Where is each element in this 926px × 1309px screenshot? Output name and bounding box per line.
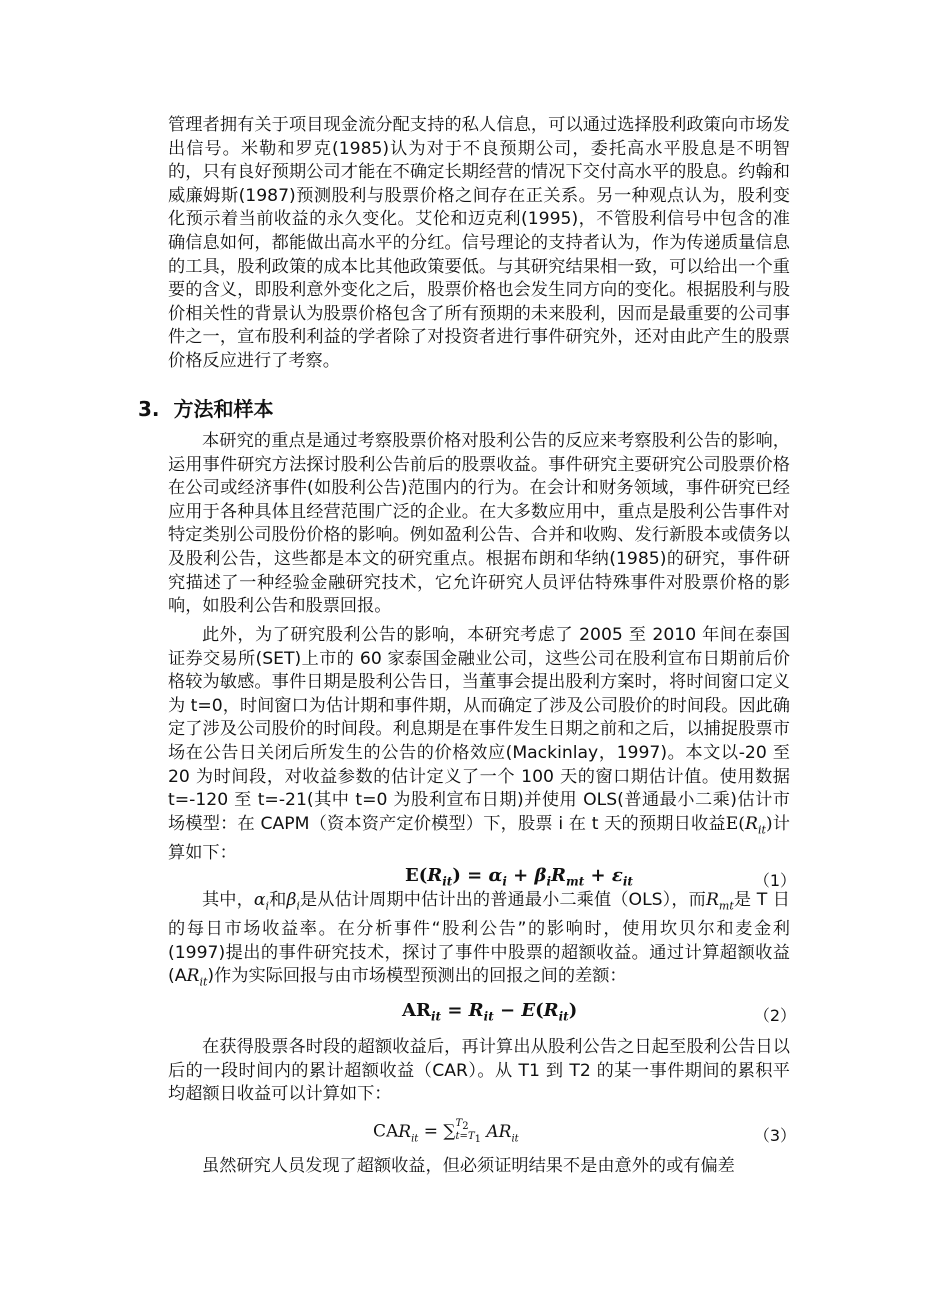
equation-1-number: （1） [753, 871, 796, 890]
paragraph-signaling: 管理者拥有关于项目现金流分配支持的私人信息，可以通过选择股利政策向市场发出信号。米勒和罗克(1985)认为对于不良预期公司，委托高水平股息是不明智的，只有良好预期公司才能在不确定长期经营的情况下交付高水平的股息。约翰和威廉姆斯(1987)预测股利与股票价格之间存在正关系。另一种观点认为，股利变化预示着当前收益的永久变化。艾伦和迈克利(1995)，不管股利信号中包含的准确信息如何，都能做出高水平的分红。信号理论的支持者认为，作为传递质量信息的工具，股利政策的成本比其他政策要低。与其研究结果相一致，可以给出一个重要的含义，即股利意外变化之后，股票价格也会发生同方向的变化。根据股利与股价相关性的背景认为股票价格包含了所有预期的未来股利，因而是最重要的公司事件之一，宣布股利利益的学者除了对投资者进行事件研究外，还对由此产生的股票价格反应进行了考察。 [168, 115, 790, 371]
p4-part-e: )作为实际回报与由市场模型预测出的回报之间的差额： [207, 966, 627, 987]
section-number: 3. [138, 397, 160, 421]
paragraph-sample-text: 此外，为了研究股利公告的影响，本研究考虑了 2005 至 2010 年间在泰国证券交易所(SET)上市的 60 家泰国金融业公司，这些公司在股利宣布日期前后价格较为敏感。事件日期是股利公告日，当董事会提出股利方案时，将时间窗口定义为 t=0，时间窗口为估计期和事件期，从而确定了涉及公司股价的时间段。因此确定了涉及公司股价的时间段。利息期是在事件发生日期之前和之后，以捕捉股票市场在公告日关闭后所发生的公告的价格效应(Mackinlay，1997)。本文以-20 至 20 为时间段，对收益参数的估计定义了一个 100 天的窗口期估计值。使用数据 t=-120 至 t=-21(其中 t=0 为股利宣布日期)并使用 OLS(普通最小二乘)估计市场模型：在 CAPM（资本资产定价模型）下，股票 i 在 t 天的预期日收益 [168, 625, 790, 834]
paragraph-car: 在获得股票各时段的超额收益后，再计算出从股利公告之日起至股利公告日以后的一段时间内的累计超额收益（CAR）。从 T1 到 T2 的某一事件期间的累积平均超额日收益可以计算如下： [168, 1037, 790, 1105]
section-title: 方法和样本 [173, 397, 274, 421]
paragraph-event-study: 本研究的重点是通过考察股票价格对股利公告的反应来考察股利公告的影响，运用事件研究方法探讨股利公告前后的股票收益。事件研究主要研究公司股票价格在公司或经济事件(如股利公告)范围内的行为。在会计和财务领域，事件研究已经应用于各种具体且经营范围广泛的企业。在大多数应用中，重点是股利公告事件对特定类别公司股份价格的影响。例如盈利公告、合并和收购、发行新股本或债务以及股利公告，这些都是本文的研究重点。根据布朗和华纳(1985)的研究，事件研究描述了一种经验金融研究技术，它允许研究人员评估特殊事件对股票价格的影响，如股利公告和股票回报。 [168, 431, 790, 617]
equation-2-number: （2） [753, 1006, 796, 1025]
equation-3-number: （3） [753, 1126, 796, 1145]
p4-part-b: 和 [269, 890, 287, 910]
equation-3: $CAR_{it}$ = ∑ $T_2$ $t=T_1$ $AR_{it}$ [373, 1118, 519, 1145]
paragraph-sample-tail: 计算如下： [168, 813, 790, 863]
p4-part-a: 其中， [202, 890, 254, 910]
paragraph-bias: 虽然研究人员发现了超额收益，但必须证明结果不是由意外的或有偏差 [202, 1156, 735, 1176]
p4-part-c: 是从估计周期中估计出的普通最小二乘值（OLS），而 [299, 890, 706, 910]
section-heading [138, 393, 274, 422]
ar-symbol: $AR_{it}$ [174, 966, 208, 989]
expected-return-symbol: $E(R_{it})$ [725, 813, 773, 837]
equation-2: $AR_{it} = R_{it} - E(R_{it})$ [402, 1000, 578, 1024]
paragraph-abnormal-return [168, 889, 790, 994]
p4-part-d: 是 T 日的每日市场收益率。在分析事件“股利公告”的影响时，使用坎贝尔和麦金利(1997)提出的事件研究技术，探讨了事件中股票的超额收益。通过计算超额收益( [168, 890, 790, 987]
beta-symbol: $\beta_i$ [286, 890, 300, 913]
paragraph-sample [168, 624, 790, 865]
equation-1: $E(R_{it}) = \alpha_i + \beta_iR_{mt} + \varepsilon_{it}$ [405, 865, 633, 889]
market-return-symbol: $R_{mt}$ [705, 890, 734, 913]
alpha-symbol: $\alpha_i$ [253, 890, 270, 913]
